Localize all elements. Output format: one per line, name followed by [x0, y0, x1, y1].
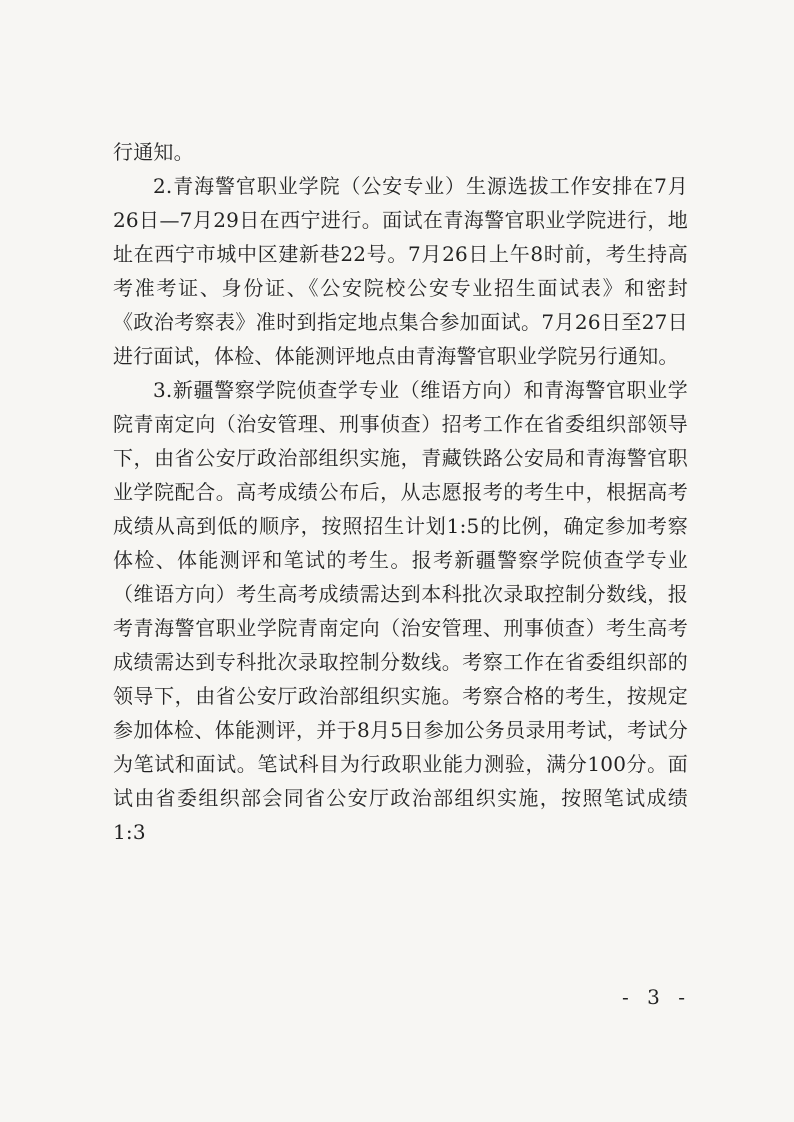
paragraph-item-3: 3.新疆警察学院侦查学专业（维语方向）和青海警官职业学院青南定向（治安管理、刑事侦查）招考工作在省委组织部领导下，由省公安厅政治部组织实施，青藏铁路公安局和青海警官职业学院配合。高考成绩公布后，从志愿报考的考生中，根据高考成绩从高到低的顺序，按照招生计划1:5的比例，确定参加考察体检、体能测评和笔试的考生。报考新疆警察学院侦查学专业（维语方向）考生高考成绩需达到本科批次录取控制分数线，报考青海警官职业学院青南定向（治安管理、刑事侦查）考生高考成绩需达到专科批次录取控制分数线。考察工作在省委组织部的领导下，由省公安厅政治部组织实施。考察合格的考生，按规定参加体检、体能测评，并于8月5日参加公务员录用考试，考试分为笔试和面试。笔试科目为行政职业能力测验，满分100分。面试由省委组织部会同省公安厅政治部组织实施，按照笔试成绩1:3 [113, 378, 688, 844]
page-number: - 3 - [622, 985, 691, 1009]
document-body [113, 135, 688, 849]
paragraph-continuation: 行通知。 [113, 140, 194, 164]
paragraph-item-2: 2.青海警官职业学院（公安专业）生源选拔工作安排在7月26日—7月29日在西宁进行。面试在青海警官职业学院进行，地址在西宁市城中区建新巷22号。7月26日上午8时前，考生持高考准考证、身份证、《公安院校公安专业招生面试表》和密封《政治考察表》准时到指定地点集合参加面试。7月26日至27日进行面试，体检、体能测评地点由青海警官职业学院另行通知。 [113, 174, 688, 368]
